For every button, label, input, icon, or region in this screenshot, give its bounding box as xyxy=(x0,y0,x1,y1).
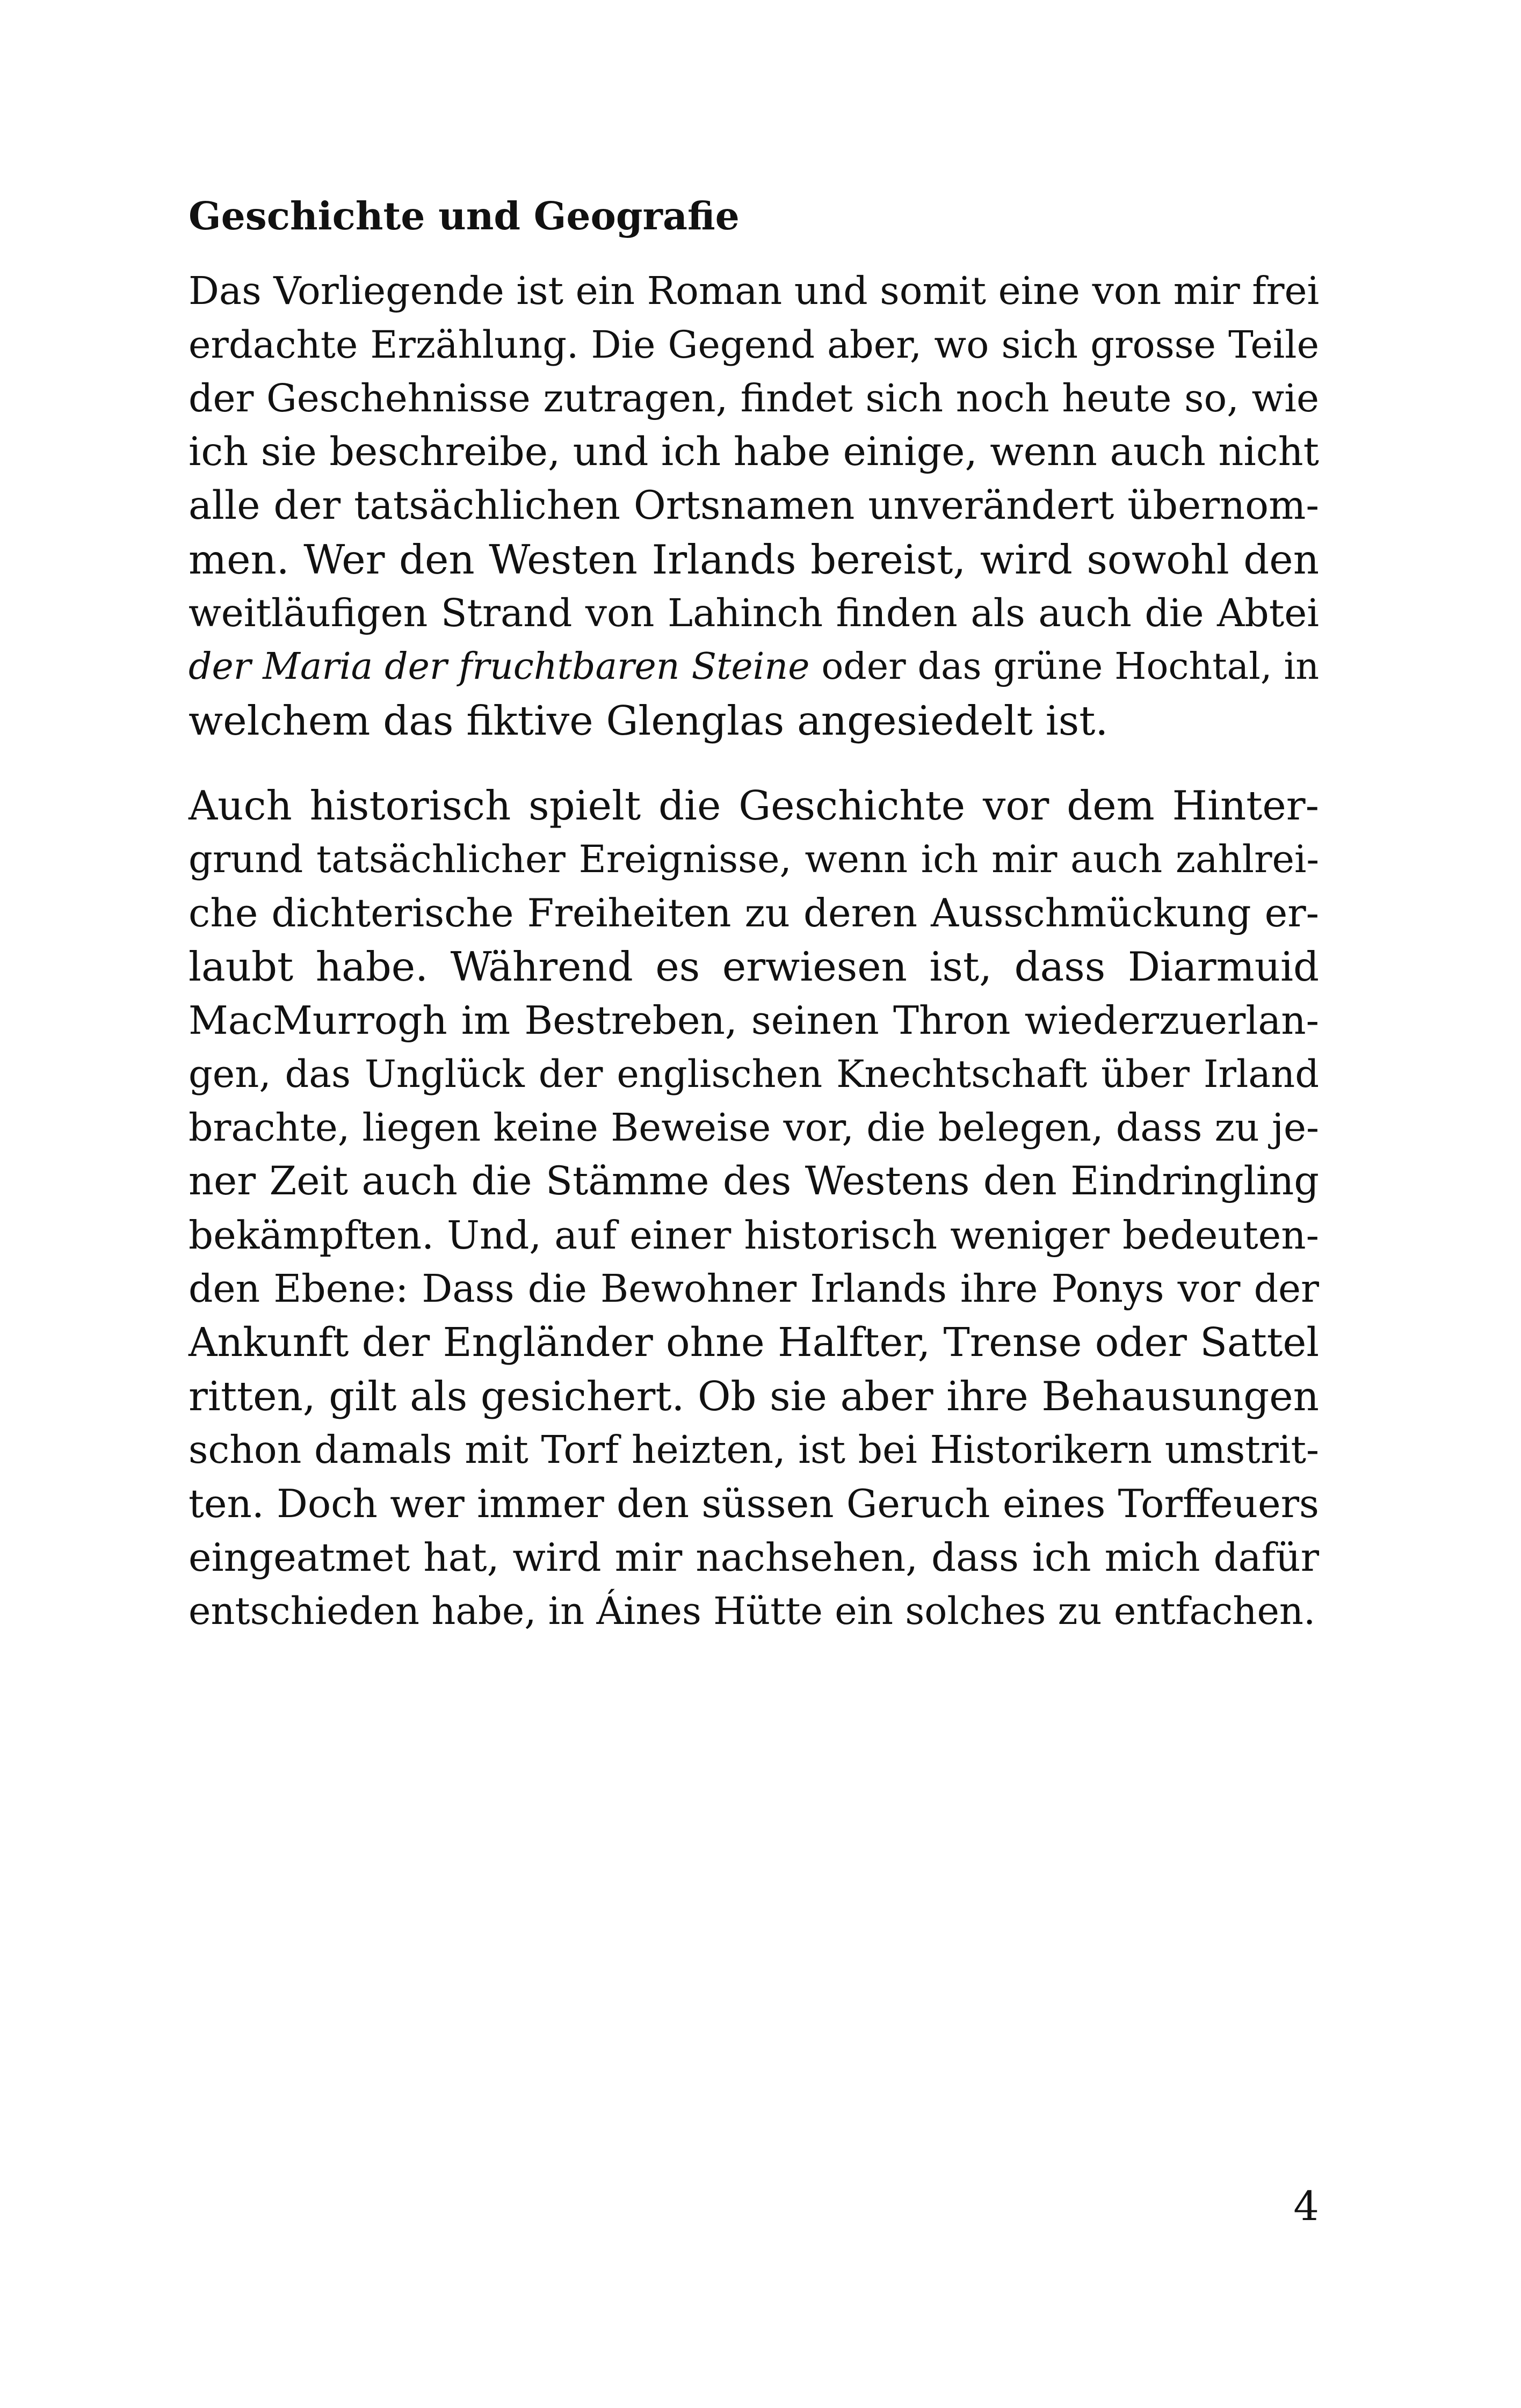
paragraph xyxy=(189,779,1319,1638)
text-line: che dichterische Freiheiten zu deren Ausschmückung er- xyxy=(189,890,1319,935)
text-line: ritten, gilt als gesichert. Ob sie aber ihre Behausungen xyxy=(189,1373,1319,1420)
text-line: weitläufigen Strand von Lahinch finden als auch die Abtei xyxy=(189,591,1319,635)
text-line: laubt habe. Während es erwiesen ist, dass Diarmuid xyxy=(189,943,1319,990)
italic-text: der Maria der fruchtbaren Steine xyxy=(189,645,810,688)
text-line: schon damals mit Torf heizten, ist bei Historikern umstrit- xyxy=(189,1427,1319,1472)
text-line: Auch historisch spielt die Geschichte vor dem Hinter- xyxy=(189,782,1319,829)
text-line: den Ebene: Dass die Bewohner Irlands ihre Ponys vor der xyxy=(189,1266,1319,1311)
text-line: ner Zeit auch die Stämme des Westens den Eindringling xyxy=(189,1158,1319,1204)
text-line: grund tatsächlicher Ereignisse, wenn ich mir auch zahlrei- xyxy=(189,837,1319,881)
text-line: brachte, liegen keine Beweise vor, die belegen, dass zu je- xyxy=(189,1105,1319,1150)
text-line: ten. Doch wer immer den süssen Geruch eines Torffeuers xyxy=(189,1481,1319,1526)
text-line: der Geschehnisse zutragen, findet sich noch heute so, wie xyxy=(189,376,1319,420)
text-run: oder das grüne Hochtal, in xyxy=(809,645,1319,688)
text-line: eingeatmet hat, wird mir nachsehen, dass ich mich dafür xyxy=(189,1535,1319,1580)
page-number: 4 xyxy=(1293,2182,1319,2230)
text-line xyxy=(189,640,1319,694)
paragraph xyxy=(189,264,1319,748)
text-line: ich sie beschreibe, und ich habe einige, wenn auch nicht xyxy=(189,429,1319,475)
text-line: bekämpften. Und, auf einer historisch weniger bedeuten- xyxy=(189,1213,1319,1258)
text-line: erdachte Erzählung. Die Gegend aber, wo sich grosse Teile xyxy=(189,323,1319,367)
page-content xyxy=(189,189,1319,1638)
text-line: alle der tatsächlichen Ortsnamen unverändert übernom- xyxy=(189,483,1319,528)
text-line: Das Vorliegende ist ein Roman und somit eine von mir frei xyxy=(189,269,1320,313)
text-line: gen, das Unglück der englischen Knechtschaft über Irland xyxy=(189,1052,1319,1096)
section-heading: Geschichte und Geografie xyxy=(189,193,740,238)
text-line: entschieden habe, in Áines Hütte ein solches zu entfachen. xyxy=(189,1589,1316,1633)
text-line: MacMurrogh im Bestreben, seinen Thron wiederzuerlan- xyxy=(189,998,1319,1043)
text-line: men. Wer den Westen Irlands bereist, wird sowohl den xyxy=(189,536,1319,583)
text-line: welchem das fiktive Glenglas angesiedelt ist. xyxy=(189,697,1109,744)
text-line: Ankunft der Engländer ohne Halfter, Trense oder Sattel xyxy=(189,1319,1319,1366)
